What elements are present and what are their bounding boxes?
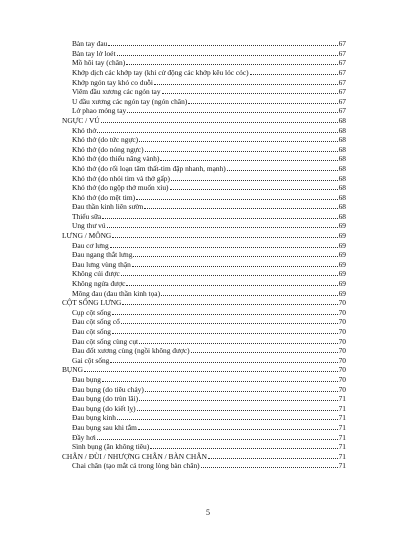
toc-entry-title: CỘT SỐNG LƯNG — [62, 298, 122, 308]
toc-entry-page: 70 — [338, 327, 346, 336]
toc-entry-title: Cụp cột sống — [72, 307, 112, 317]
toc-entry — [62, 432, 346, 442]
toc-entry-title: Đau cột sống cổ — [72, 317, 120, 327]
toc-section-heading — [62, 452, 346, 462]
toc-entry-page: 70 — [338, 384, 346, 394]
toc-entry — [62, 250, 346, 260]
dot-leader — [137, 404, 338, 411]
toc-entry-title: CHÂN / ĐÙI / NHƯỢNG CHÂN / BÀN CHÂN — [62, 451, 207, 461]
toc-entry-title: Đau bụng (do trùn lãi) — [72, 394, 139, 404]
toc-entry-title: Đau bụng (do tiêu chảy) — [72, 384, 144, 394]
toc-section-heading — [62, 298, 346, 308]
toc-entry-page: 69 — [338, 221, 346, 231]
dot-leader — [139, 394, 338, 401]
toc-entry — [62, 260, 346, 270]
dot-leader — [138, 423, 338, 430]
toc-entry — [62, 106, 346, 116]
toc-entry-page: 69 — [338, 240, 346, 250]
toc-entry — [62, 39, 346, 49]
toc-entry-title: Đau bụng (do kiết lỵ) — [72, 403, 136, 413]
toc-entry-page: 67 — [338, 39, 346, 49]
dot-leader — [250, 68, 338, 75]
dot-leader — [150, 442, 337, 449]
toc-entry-title: Không cúi được — [72, 269, 120, 279]
toc-entry-page: 68 — [338, 144, 346, 154]
toc-entry-title: Khó thở (do nóng ngực) — [72, 144, 144, 154]
dot-leader — [161, 288, 338, 295]
dot-leader — [136, 193, 338, 200]
toc-entry-page: 70 — [338, 336, 346, 346]
toc-entry-title: Khó thở (do tức ngực) — [72, 135, 139, 145]
dot-leader — [110, 356, 337, 363]
toc-entry-page: 71 — [338, 403, 346, 413]
toc-entry — [62, 317, 346, 327]
dot-leader — [171, 173, 338, 180]
toc-entry — [62, 193, 346, 203]
toc-entry-title: Đau ngang thắt lưng — [72, 250, 133, 260]
toc-entry-title: Mông đau (đau thần kinh tọa) — [72, 288, 161, 298]
toc-entry-title: Khó thở (do ngộp thở muốn xỉu) — [72, 183, 169, 193]
toc-entry — [62, 308, 346, 318]
toc-entry-page: 70 — [338, 317, 346, 327]
toc-entry — [62, 394, 346, 404]
toc-entry-page: 69 — [338, 231, 346, 241]
dot-leader — [145, 145, 338, 152]
toc-entry — [62, 135, 346, 145]
toc-entry — [62, 346, 346, 356]
dot-leader — [132, 260, 338, 267]
toc-entry-page: 70 — [338, 365, 346, 375]
toc-entry-page: 68 — [338, 125, 346, 135]
toc-entry — [62, 356, 346, 366]
toc-entry — [62, 336, 346, 346]
dot-leader — [170, 183, 338, 190]
dot-leader — [154, 77, 338, 84]
toc-entry-title: U đầu xương các ngón tay (ngón chân) — [72, 96, 188, 106]
toc-entry — [62, 269, 346, 279]
toc-entry-page: 68 — [338, 163, 346, 173]
toc-entry-title: Đau cột sống cùng cụt — [72, 336, 139, 346]
toc-entry-title: Khó thở (do nhói tim và thở gấp) — [72, 173, 170, 183]
toc-entry-title: Khó thở (do rối loạn tâm thất-tim đập nhanh, mạnh) — [72, 163, 226, 173]
toc-entry — [62, 183, 346, 193]
toc-entry-page: 67 — [338, 77, 346, 87]
dot-leader — [101, 116, 338, 123]
dot-leader — [112, 327, 338, 334]
toc-entry-page: 69 — [338, 288, 346, 298]
toc-entry-page: 68 — [338, 115, 346, 125]
toc-entry — [62, 145, 346, 155]
dot-leader — [145, 384, 338, 391]
toc-entry — [62, 58, 346, 68]
dot-leader — [133, 250, 337, 257]
toc-entry — [62, 375, 346, 385]
toc-entry — [62, 221, 346, 231]
toc-entry — [62, 87, 346, 97]
toc-entry-page: 67 — [338, 106, 346, 116]
toc-entry-title: Không ngửa được — [72, 279, 126, 289]
toc-entry-title: Bàn tay lở loét — [72, 48, 116, 58]
toc-entry-title: Lở phao móng tay — [72, 106, 127, 116]
toc-entry-page: 71 — [338, 442, 346, 452]
toc-entry-title: Đau cột sống — [72, 327, 111, 336]
toc-entry — [62, 404, 346, 414]
dot-leader — [139, 135, 338, 142]
toc-entry — [62, 442, 346, 452]
toc-entry-page: 70 — [338, 307, 346, 317]
toc-entry — [62, 202, 346, 212]
toc-entry — [62, 461, 346, 471]
dot-leader — [144, 202, 337, 209]
toc-entry-title: Ung thư vú — [72, 221, 106, 231]
toc-entry-page: 68 — [338, 202, 346, 212]
dot-leader — [108, 39, 337, 46]
toc-entry — [62, 154, 346, 164]
dot-leader — [162, 87, 338, 94]
dot-leader — [139, 336, 338, 343]
toc-entry-page: 70 — [338, 355, 346, 365]
toc-section-heading — [62, 365, 346, 375]
table-of-contents — [62, 39, 346, 471]
toc-entry-page: 68 — [338, 211, 346, 221]
toc-entry-title: Chai chân (tạo mắt cá trong lòng bàn chân) — [72, 461, 200, 471]
toc-entry-title: Bàn tay đau — [72, 39, 108, 49]
toc-entry-page: 70 — [338, 374, 346, 384]
toc-entry-page: 68 — [338, 173, 346, 183]
toc-entry-page: 71 — [338, 413, 346, 423]
toc-entry — [62, 384, 346, 394]
dot-leader — [97, 432, 338, 439]
toc-section-heading — [62, 116, 346, 126]
dot-leader — [121, 317, 338, 324]
toc-entry — [62, 212, 346, 222]
toc-entry-title: Khó thở — [72, 125, 97, 135]
toc-entry-title: Đau cơ lưng — [72, 240, 109, 250]
toc-entry-title: NGỰC / VÚ — [62, 115, 100, 125]
dot-leader — [208, 452, 338, 459]
toc-entry — [62, 125, 346, 135]
toc-entry-page: 67 — [338, 58, 346, 68]
toc-entry — [62, 173, 346, 183]
toc-entry-title: Đau bụng sau khi tắm — [72, 422, 137, 432]
toc-entry-title: Đầy hơi — [72, 432, 96, 442]
toc-entry-title: BỤNG — [62, 365, 83, 375]
toc-entry-title: Sình bụng (ăn không tiêu) — [72, 442, 150, 452]
toc-entry — [62, 413, 346, 423]
toc-entry — [62, 423, 346, 433]
dot-leader — [102, 212, 337, 219]
toc-entry-page: 71 — [338, 394, 346, 404]
toc-entry-title: Thiểu sữa — [72, 211, 102, 221]
toc-entry-title: Khó thở (do thiểu năng vành) — [72, 154, 160, 164]
toc-entry-title: Khó thở (do mệt tim) — [72, 192, 136, 202]
toc-entry-page: 69 — [338, 279, 346, 289]
toc-entry-title: Gai cột sống — [72, 355, 110, 365]
dot-leader — [117, 413, 338, 420]
dot-leader — [84, 365, 338, 372]
dot-leader — [127, 106, 337, 113]
toc-entry-title: Đau bụng — [72, 374, 101, 384]
dot-leader — [188, 97, 337, 104]
toc-entry-page: 69 — [338, 259, 346, 269]
toc-section-heading — [62, 231, 346, 241]
toc-entry-page: 69 — [338, 250, 346, 260]
toc-entry-page: 69 — [338, 269, 346, 279]
toc-entry — [62, 279, 346, 289]
toc-entry — [62, 288, 346, 298]
toc-entry-page: 67 — [338, 87, 346, 97]
dot-leader — [97, 125, 337, 132]
dot-leader — [110, 240, 338, 247]
dot-leader — [122, 298, 337, 305]
toc-entry — [62, 327, 346, 337]
dot-leader — [201, 461, 338, 468]
toc-entry-title: Đau thần kinh liên sườn — [72, 202, 144, 212]
dot-leader — [107, 221, 338, 228]
page-number: 5 — [206, 508, 210, 517]
toc-entry-title: Đau bụng kinh — [72, 413, 116, 423]
dot-leader — [126, 58, 337, 65]
dot-leader — [160, 154, 337, 161]
toc-entry-title: LƯNG / MÔNG — [62, 231, 112, 241]
toc-entry-title: Đau lưng vùng thận — [72, 259, 131, 269]
toc-entry-title: Đau đốt xương cùng (ngồi không được) — [72, 346, 190, 356]
toc-entry-title: Khớp ngón tay khó co duỗi — [72, 77, 153, 87]
toc-entry — [62, 77, 346, 87]
toc-entry-title: Viêm đầu xương các ngón tay — [72, 87, 161, 97]
toc-entry — [62, 68, 346, 78]
toc-entry-page: 71 — [338, 451, 346, 461]
toc-entry-title: Khớp dịch các khớp tay (khi cử động các khớp kêu lóc cóc) — [72, 67, 249, 77]
toc-entry — [62, 164, 346, 174]
toc-entry — [62, 240, 346, 250]
dot-leader — [112, 231, 337, 238]
dot-leader — [126, 279, 337, 286]
toc-entry-page: 71 — [338, 432, 346, 442]
toc-entry-page: 67 — [338, 96, 346, 106]
toc-entry-page: 71 — [338, 422, 346, 432]
dot-leader — [102, 375, 338, 382]
toc-entry-page: 71 — [338, 461, 346, 471]
toc-entry-page: 68 — [338, 183, 346, 193]
toc-entry — [62, 97, 346, 107]
toc-entry-page: 67 — [338, 48, 346, 58]
toc-entry-page: 68 — [338, 192, 346, 202]
toc-entry — [62, 49, 346, 59]
toc-entry-page: 67 — [338, 67, 346, 77]
toc-entry-page: 68 — [338, 154, 346, 164]
toc-entry-title: Mồ hôi tay (chân) — [72, 58, 126, 68]
toc-entry-page: 70 — [338, 346, 346, 356]
dot-leader — [227, 164, 338, 171]
dot-leader — [112, 308, 338, 315]
toc-entry-page: 68 — [338, 135, 346, 145]
dot-leader — [117, 49, 338, 56]
dot-leader — [191, 346, 338, 353]
dot-leader — [121, 269, 338, 276]
toc-entry-page: 70 — [338, 298, 346, 308]
